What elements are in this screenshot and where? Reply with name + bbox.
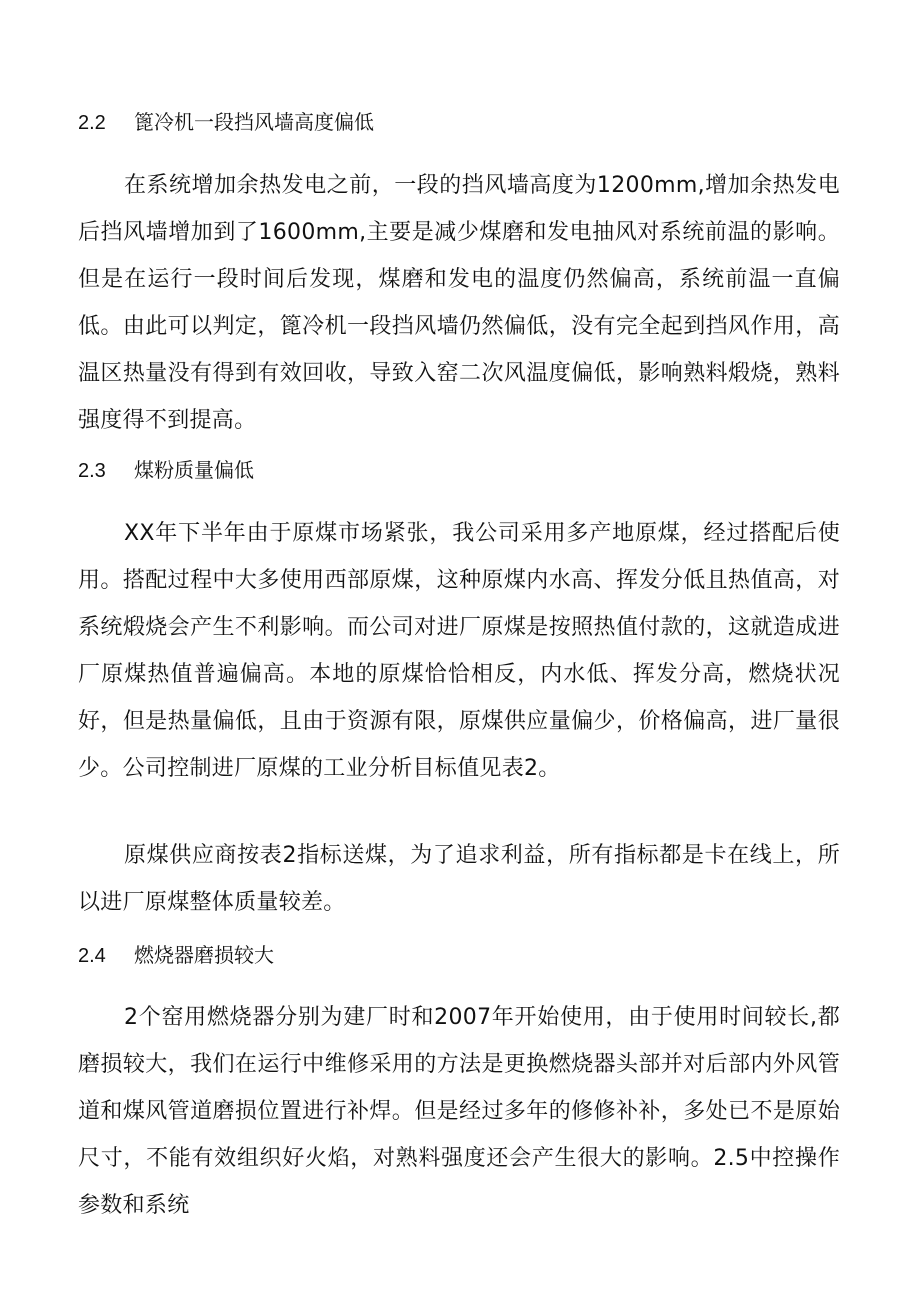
paragraph-2-4: 2个窑用燃烧器分别为建厂时和2007年开始使用，由于使用时间较长,都磨损较大，我们在运行中维修采用的方法是更换燃烧器头部并对后部内外风管道和煤风管道磨损位置进行补焊。但是经过多年的修修补补，多处已不是原始尺寸，不能有效组织好火焰，对熟料强度还会产生很大的影响。2.5中控操作参数和系统 xyxy=(78,1005,840,1218)
paragraph-2-3-continued: 原煤供应商按表2指标送煤，为了追求利益，所有指标都是卡在线上，所以进厂原煤整体质量较差。 xyxy=(78,843,840,915)
section-number: 2.4 xyxy=(78,945,106,967)
paragraph-2-2: 在系统增加余热发电之前，一段的挡风墙高度为1200mm,增加余热发电后挡风墙增加到了1600mm,主要是减少煤磨和发电抽风对系统前温的影响。但是在运行一段时间后发现，煤磨和发电的温度仍然偏高，系统前温一直偏低。由此可以判定，篦冷机一段挡风墙仍然偏低，没有完全起到挡风作用，高温区热量没有得到有效回收，导致入窑二次风温度偏低，影响熟料煅烧，熟料强度得不到提高。 xyxy=(78,173,840,433)
section-title: 燃烧器磨损较大 xyxy=(134,943,274,967)
section-title: 煤粉质量偏低 xyxy=(134,458,254,482)
paragraph-2-3: XX年下半年由于原煤市场紧张，我公司采用多产地原煤，经过搭配后使用。搭配过程中大多使用西部原煤，这种原煤内水高、挥发分低且热值高，对系统煅烧会产生不利影响。而公司对进厂原煤是按照热值付款的，这就造成进厂原煤热值普遍偏高。本地的原煤恰恰相反，内水低、挥发分高，燃烧状况好，但是热量偏低，且由于资源有限，原煤供应量偏少，价格偏高，进厂量很少。公司控制进厂原煤的工业分析目标值见表2。 xyxy=(78,521,840,781)
section-number: 2.2 xyxy=(78,112,106,134)
section-heading-2-3 xyxy=(78,458,254,483)
section-heading-2-4 xyxy=(78,943,274,968)
section-title: 篦冷机一段挡风墙高度偏低 xyxy=(134,110,374,134)
section-number: 2.3 xyxy=(78,460,106,482)
section-heading-2-2 xyxy=(78,110,374,135)
